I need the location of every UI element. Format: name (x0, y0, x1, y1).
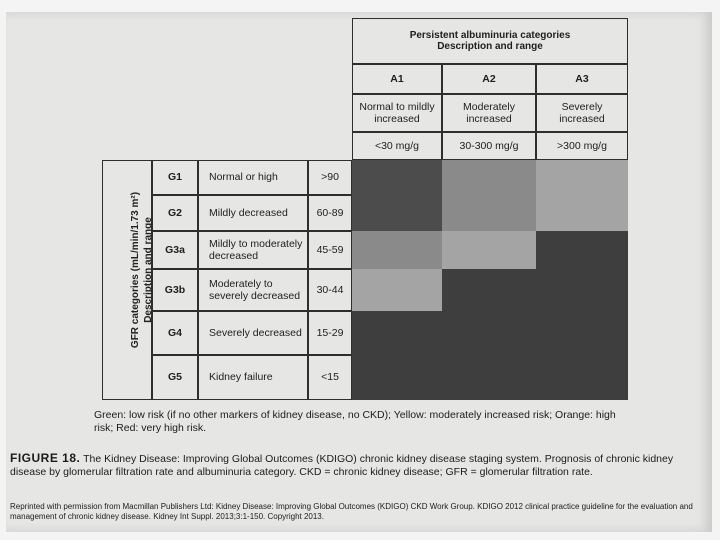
risk-g2-a3 (536, 195, 628, 231)
row-g1-code: G1 (152, 160, 198, 195)
risk-g1-a1 (352, 160, 442, 195)
row-g2-code: G2 (152, 195, 198, 231)
albuminuria-heading: Persistent albuminuria categories Description and range (352, 18, 628, 64)
risk-g5-a3 (536, 355, 628, 400)
row-g3b-description: Moderately to severely decreased (198, 269, 308, 311)
reprint-credit: Reprinted with permission from Macmillan Publishers Ltd: Kidney Disease: Improving Global Outcomes (KDIGO) CKD Work Group. KDIGO 2012 clinical practice guideline for the evaluation and management of chronic kidney disease. Kidney Int Suppl. 2013;3:1-150. Copyright 2013. (10, 502, 693, 521)
risk-g5-a2 (442, 355, 536, 400)
row-g3b-range: 30-44 (308, 269, 352, 311)
risk-g3a-a3 (536, 231, 628, 269)
risk-g2-a1 (352, 195, 442, 231)
row-g4-code: G4 (152, 311, 198, 355)
row-g3a-code: G3a (152, 231, 198, 269)
risk-g4-a2 (442, 311, 536, 355)
col-a3-range: >300 mg/g (536, 132, 628, 160)
risk-g1-a3 (536, 160, 628, 195)
risk-g1-a2 (442, 160, 536, 195)
risk-g2-a2 (442, 195, 536, 231)
col-a2-description: Moderately increased (442, 94, 536, 132)
row-g5-range: <15 (308, 355, 352, 400)
risk-g3a-a1 (352, 231, 442, 269)
row-g1-range: >90 (308, 160, 352, 195)
risk-g3b-a3 (536, 269, 628, 311)
gfr-heading-line2: Description and range (143, 217, 154, 323)
risk-g3b-a1 (352, 269, 442, 311)
row-g5-description: Kidney failure (198, 355, 308, 400)
col-a1-description: Normal to mildly increased (352, 94, 442, 132)
risk-g4-a3 (536, 311, 628, 355)
col-a2-range: 30-300 mg/g (442, 132, 536, 160)
row-g3b-code: G3b (152, 269, 198, 311)
col-a1-range: <30 mg/g (352, 132, 442, 160)
row-g1-description: Normal or high (198, 160, 308, 195)
figure-caption (10, 452, 700, 479)
col-a3-description: Severely increased (536, 94, 628, 132)
row-g2-range: 60-89 (308, 195, 352, 231)
figure-caption-text: The Kidney Disease: Improving Global Outcomes (KDIGO) chronic kidney disease staging system. Prognosis of chronic kidney disease by glomerular filtration rate and albuminuria category. CKD = chronic kidney disease; GFR = glomerular filtration rate. (10, 453, 674, 478)
figure-label: FIGURE 18. (10, 451, 81, 465)
book-page (6, 12, 712, 532)
row-g3a-range: 45-59 (308, 231, 352, 269)
risk-g3b-a2 (442, 269, 536, 311)
risk-g5-a1 (352, 355, 442, 400)
risk-g4-a1 (352, 311, 442, 355)
row-g2-description: Mildly decreased (198, 195, 308, 231)
row-g4-description: Severely decreased (198, 311, 308, 355)
col-a3-code: A3 (536, 64, 628, 94)
risk-g3a-a2 (442, 231, 536, 269)
row-g5-code: G5 (152, 355, 198, 400)
gfr-heading-line1: GFR categories (mL/min/1.73 m²) (130, 191, 141, 349)
risk-legend: Green: low risk (if no other markers of kidney disease, no CKD); Yellow: moderately increased risk; Orange: high risk; Red: very high risk. (94, 409, 616, 434)
row-g4-range: 15-29 (308, 311, 352, 355)
col-a2-code: A2 (442, 64, 536, 94)
row-g3a-description: Mildly to moderately decreased (198, 231, 308, 269)
col-a1-code: A1 (352, 64, 442, 94)
